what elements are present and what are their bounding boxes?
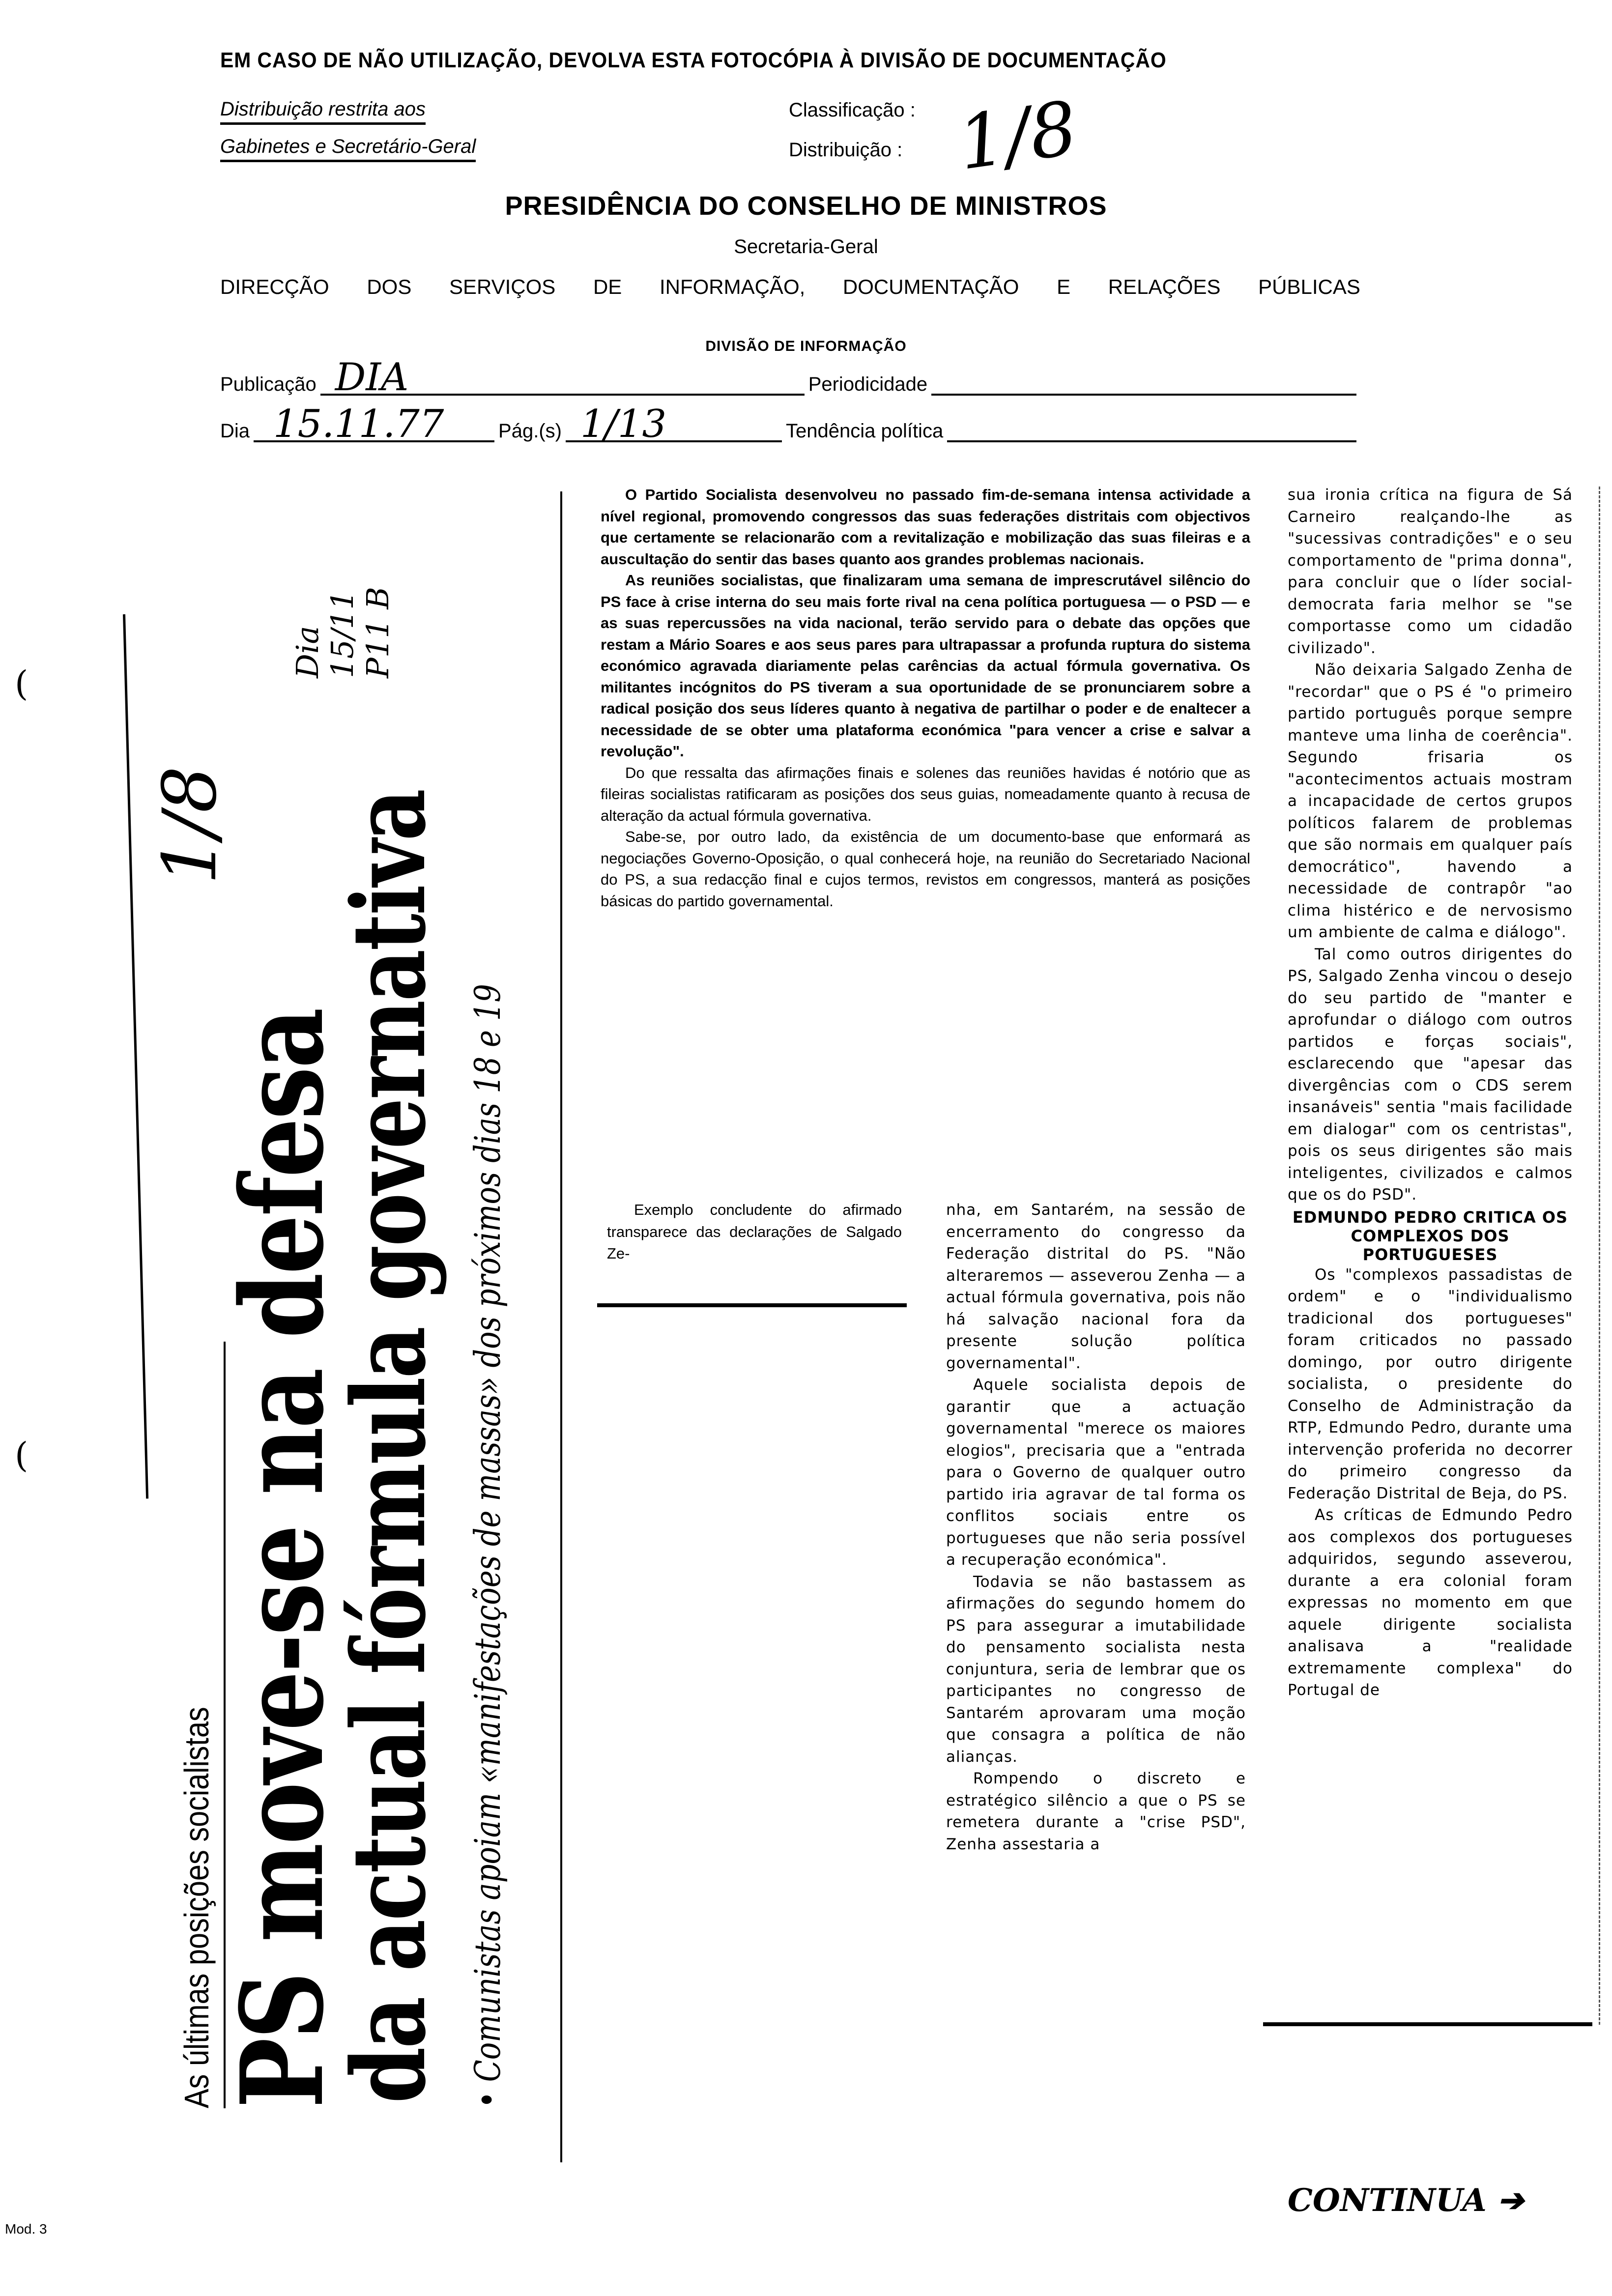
column-paragraph: nha, em Santarém, na sessão de encerramento do congresso da Federação distrital do PS. "Não alteraremos — asseverou Zenha — a actual fórmula governativa, pois não há salvação nacional fora da presente solução política governamental". — [946, 1201, 1246, 1372]
article-kicker: As últimas posições socialistas — [177, 1707, 216, 2108]
column-paragraph: Todavia se não bastassem as afirmações do segundo homem do PS para assegurar a imutabilidade do pensamento socialista nesta conjuntura, seria de lembrar que os participantes no congresso de Santarém aprovaram uma moção que consagra a política de não alianças. — [946, 1573, 1246, 1766]
staple-mark-icon: ( — [15, 1435, 29, 1475]
article-column-a — [607, 1199, 902, 1265]
dia-label: Dia — [220, 420, 250, 442]
ministry-title: PRESIDÊNCIA DO CONSELHO DE MINISTROS — [505, 191, 1107, 221]
directorate-word: RELAÇÕES — [1108, 275, 1221, 298]
directorate-word: INFORMAÇÃO, — [659, 275, 806, 298]
article-deck: • Comunistas apoiam «manifestações de massas» dos próximos dias 18 e 19 — [467, 984, 508, 2108]
pags-field[interactable] — [566, 402, 782, 446]
publicacao-field[interactable] — [320, 355, 805, 400]
note-line: Dia — [289, 626, 325, 678]
lead-paragraph: Do que ressalta das afirmações finais e solenes das reuniões havidas é notório que as fileiras socialistas ratificaram as posições dos seus guias, nomeadamente quanto à recusa de alteração da actual fórmula governativa. — [601, 764, 1250, 824]
column-paragraph: Exemplo concludente do afirmado transparece das declarações de Salgado Ze- — [607, 1201, 902, 1262]
restricted-distribution — [220, 98, 476, 173]
directorate-word: DE — [593, 275, 622, 298]
article-column-c — [1288, 484, 1573, 1701]
tendencia-field[interactable] — [947, 423, 1356, 442]
column-paragraph: Não deixaria Salgado Zenha de "recordar" que o PS é "o primeiro partido português porque sempre manteve uma linha de coerência". Segundo frisaria os "acontecimentos actuais mostram a incapacidade de certos grupos políticos falarem de problemas que são normais em qualquer país democrático", havendo a necessidade de contrapôr "ao clima histérico e de nervosismo um ambiente de calma e diálogo". — [1288, 661, 1573, 941]
form-row-publicacao — [220, 355, 1360, 400]
periodicidade-label: Periodicidade — [808, 373, 928, 395]
restricted-line-1: Distribuição restrita aos — [220, 98, 426, 125]
article-lead — [601, 484, 1250, 912]
article-subheading: EDMUNDO PEDRO CRITICA OS COMPLEXOS DOS PORTUGUESES — [1292, 1207, 1568, 1264]
article-column-b — [946, 1199, 1246, 1855]
clipping-right-edge — [1599, 487, 1600, 2025]
directorate-word: SERVIÇOS — [449, 275, 556, 298]
pags-value: 1/13 — [580, 402, 667, 446]
directorate-word: E — [1057, 275, 1071, 298]
directorate-word: DOS — [367, 275, 412, 298]
column-paragraph: As críticas de Edmundo Pedro aos complexos dos portugueses adquiridos, segundo asseverou, durante a era colonial foram expressas no momento em que aquele dirigente socialista analisava a "realidade extremamente complexa" do Portugal de — [1288, 1506, 1573, 1699]
headline-block — [177, 752, 560, 2128]
clipping-edge-line — [123, 614, 148, 1499]
handwritten-classification: 1/8 — [953, 86, 1083, 187]
column-divider — [560, 491, 562, 2162]
classificacao-label: Classificação : — [789, 99, 916, 121]
handwritten-side-number: 1/8 — [147, 766, 233, 885]
periodicidade-field[interactable] — [931, 376, 1356, 396]
publicacao-label: Publicação — [220, 373, 317, 395]
column-paragraph: Rompendo o discreto e estratégico silêncio a que o PS se remetera durante a "crise PSD", Zenha assestaria a — [946, 1770, 1246, 1853]
dia-field[interactable] — [254, 402, 494, 446]
column-paragraph: Tal como outros dirigentes do PS, Salgado Zenha vincou o desejo do seu partido de "manter e aprofundar o diálogo com outros partidos e forças sociais", esclarecendo que "apesar das divergências com o CDS serem insanáveis" sentia "mais facilidade em dialogar" com os centristas", pois os seus dirigentes são mais inteligentes, civilizados e calmos que os do PSD". — [1288, 945, 1573, 1204]
note-line: P11 B — [359, 587, 396, 678]
lead-paragraph: O Partido Socialista desenvolveu no passado fim-de-semana intensa actividade a nível regional, promovendo congressos das suas federações distritais com objectivos que certamente se relacionarão com a revitalização e mobilização das suas fileiras e a auscultação do sentir das bases quanto aos grandes problemas nacionais. — [601, 486, 1250, 568]
lead-paragraph: Sabe-se, por outro lado, da existência de um documento-base que enformará as negociações Governo-Oposição, o qual conhecerá hoje, na reunião do Secretariado Nacional do PS, a sua redacção final e cujos termos, revistos em congressos, manterá as posições básicas do partido governamental. — [601, 828, 1250, 910]
column-paragraph: Aquele socialista depois de garantir que a actuação governamental "merece os maiores elogios", precisaria que a "entrada para o Governo de qualquer outro partido iria agravar de tal forma os conflitos sociais entre os portugueses que não seria possível a recuperação económica". — [946, 1376, 1246, 1569]
directorate-word: DIRECÇÃO — [220, 275, 329, 298]
division-title: DIVISÃO DE INFORMAÇÃO — [705, 338, 907, 354]
staple-mark-icon: ( — [15, 663, 29, 704]
directorate-word: PÚBLICAS — [1258, 275, 1360, 298]
form-model-number: Mod. 3 — [5, 2221, 47, 2237]
secretariat-title: Secretaria-Geral — [734, 236, 878, 258]
directorate-title — [220, 275, 1360, 299]
distribuicao-label: Distribuição : — [789, 139, 903, 161]
headline-line-2: da actual fórmula governativa — [330, 790, 448, 2103]
column-paragraph: Os "complexos passadistas de ordem" e o "individualismo tradicional dos portugueses" foram criticados no passado domingo, por outro dirigente socialista, o presidente do Conselho de Administração da RTP, Edmundo Pedro, durante uma intervenção proferida no decorrer do primeiro congresso da Federação Distrital de Beja, do PS. — [1288, 1265, 1573, 1502]
pags-label: Pág.(s) — [498, 420, 562, 442]
lead-paragraph: As reuniões socialistas, que finalizaram uma semana de imprescrutável silêncio do PS face à crise interna do seu mais forte rival na cena política portuguesa — o PSD — e as suas repercussões na vida nacional, terão servido para o debate das opções que restam a Mário Soares e aos seus pares para ultrapassar a profunda ruptura do sistema económico agravada diariamente pelas carências da actual fórmula governativa. Os militantes incógnitos do PS tiveram a sua oportunidade de se pronunciarem sobre a radical posição dos seus líderes quanto à negativa de partilhar o poder e de enaltecer a necessidade de se obter uma plataforma económica "para vencer a crise e salvar a revolução". — [601, 572, 1250, 760]
tendencia-label: Tendência política — [785, 420, 944, 442]
column-rule — [597, 1303, 907, 1307]
dia-value: 15.11.77 — [273, 402, 444, 446]
form-row-dia — [220, 402, 1360, 446]
handwritten-date-note — [290, 587, 395, 678]
directorate-word: DOCUMENTAÇÃO — [842, 275, 1019, 298]
column-paragraph: sua ironia crítica na figura de Sá Carneiro realçando-lhe as "sucessivas contradições" e o seu comportamento de "prima donna", para concluir que o líder social-democrata faria melhor se "se comportasse como um cidadão civilizado". — [1288, 486, 1573, 657]
headline-line-1: PS move-se na defesa — [216, 1009, 349, 2108]
restricted-line-2: Gabinetes e Secretário-Geral — [220, 136, 476, 162]
publicacao-value: DIA — [335, 355, 409, 400]
continues-note: CONTINUA ➔ — [1288, 2182, 1524, 2219]
note-line: 15/11 — [324, 590, 361, 678]
article-bottom-rule — [1263, 2022, 1592, 2026]
return-notice: EM CASO DE NÃO UTILIZAÇÃO, DEVOLVA ESTA FOTOCÓPIA À DIVISÃO DE DOCUMENTAÇÃO — [220, 48, 1167, 72]
